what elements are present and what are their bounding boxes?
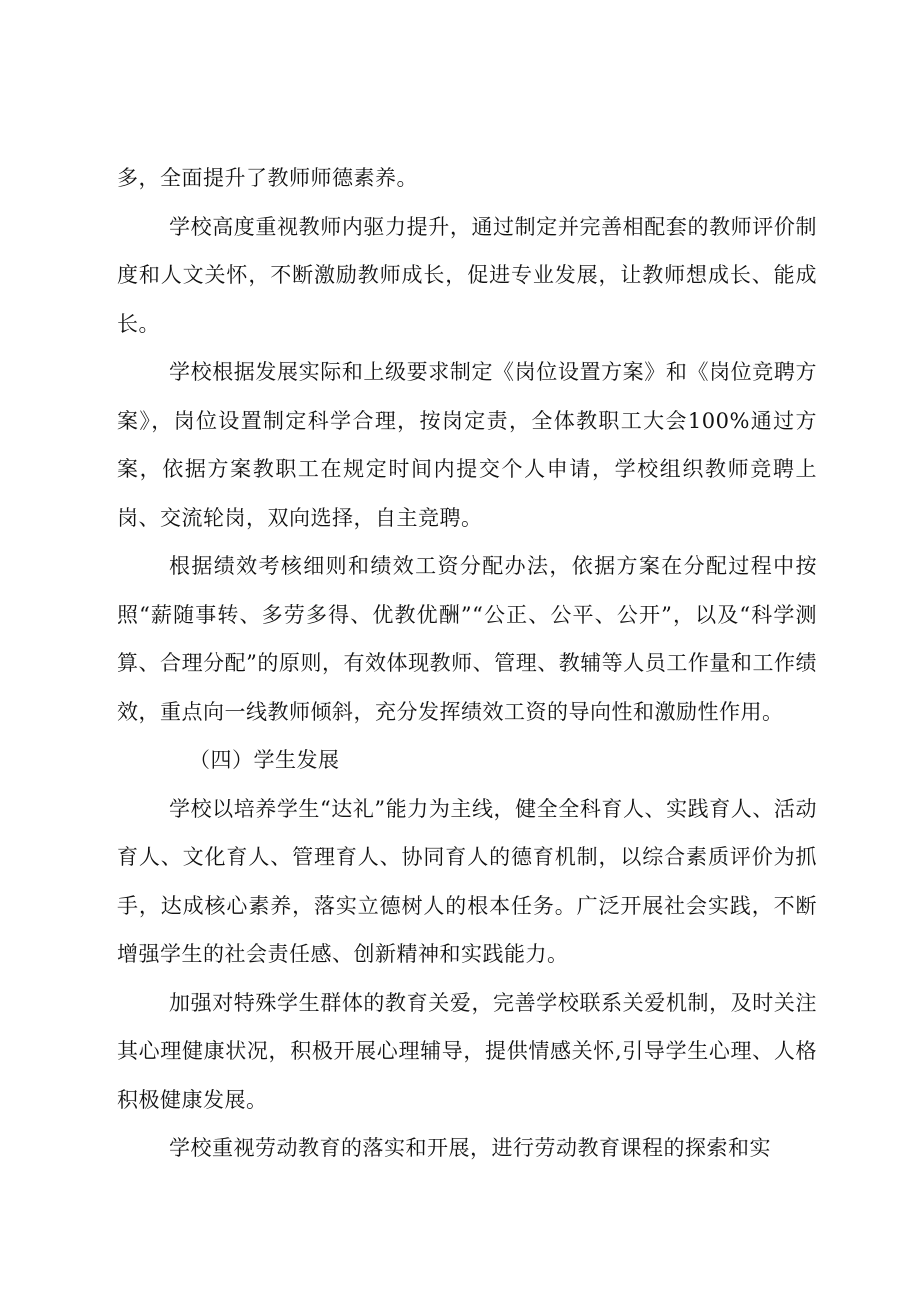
paragraph-continuation: 多，全面提升了教师师德素养。 [117, 166, 418, 190]
paragraph-special-students: 加强对特殊学生群体的教育关爱，完善学校联系关爱机制，及时关注其心理健康状况，积极开展心理辅导，提供情感关怀,引导学生心理、人格积极健康发展。 [117, 990, 817, 1112]
document-body [117, 154, 817, 1173]
section-heading-student-development: （四）学生发展 [189, 748, 340, 772]
paragraph-post-setting: 学校根据发展实际和上级要求制定《岗位设置方案》和《岗位竞聘方案》，岗位设置制定科学合理，按岗定责，全体教职工大会100%通过方案，依据方案教职工在规定时间内提交个人申请，学校组织教师竞聘上岗、交流轮岗，双向选择，自主竞聘。 [117, 360, 817, 530]
paragraph-teacher-motivation: 学校高度重视教师内驱力提升，通过制定并完善相配套的教师评价制度和人文关怀，不断激励教师成长，促进专业发展，让教师想成长、能成长。 [117, 214, 817, 336]
paragraph-performance-pay: 根据绩效考核细则和绩效工资分配办法，依据方案在分配过程中按照“薪随事转、多劳多得、优教优酬”“公正、公平、公开”，以及“科学测算、合理分配”的原则，有效体现教师、管理、教辅等人员工作量和工作绩效，重点向一线教师倾斜，充分发挥绩效工资的导向性和激励性作用。 [117, 554, 817, 724]
paragraph-labor-education: 学校重视劳动教育的落实和开展，进行劳动教育课程的探索和实 [169, 1136, 771, 1160]
paragraph-moral-education: 学校以培养学生“达礼”能力为主线，健全全科育人、实践育人、活动育人、文化育人、管理育人、协同育人的德育机制，以综合素质评价为抓手，达成核心素养，落实立德树人的根本任务。广泛开展社会实践，不断增强学生的社会责任感、创新精神和实践能力。 [117, 796, 817, 966]
